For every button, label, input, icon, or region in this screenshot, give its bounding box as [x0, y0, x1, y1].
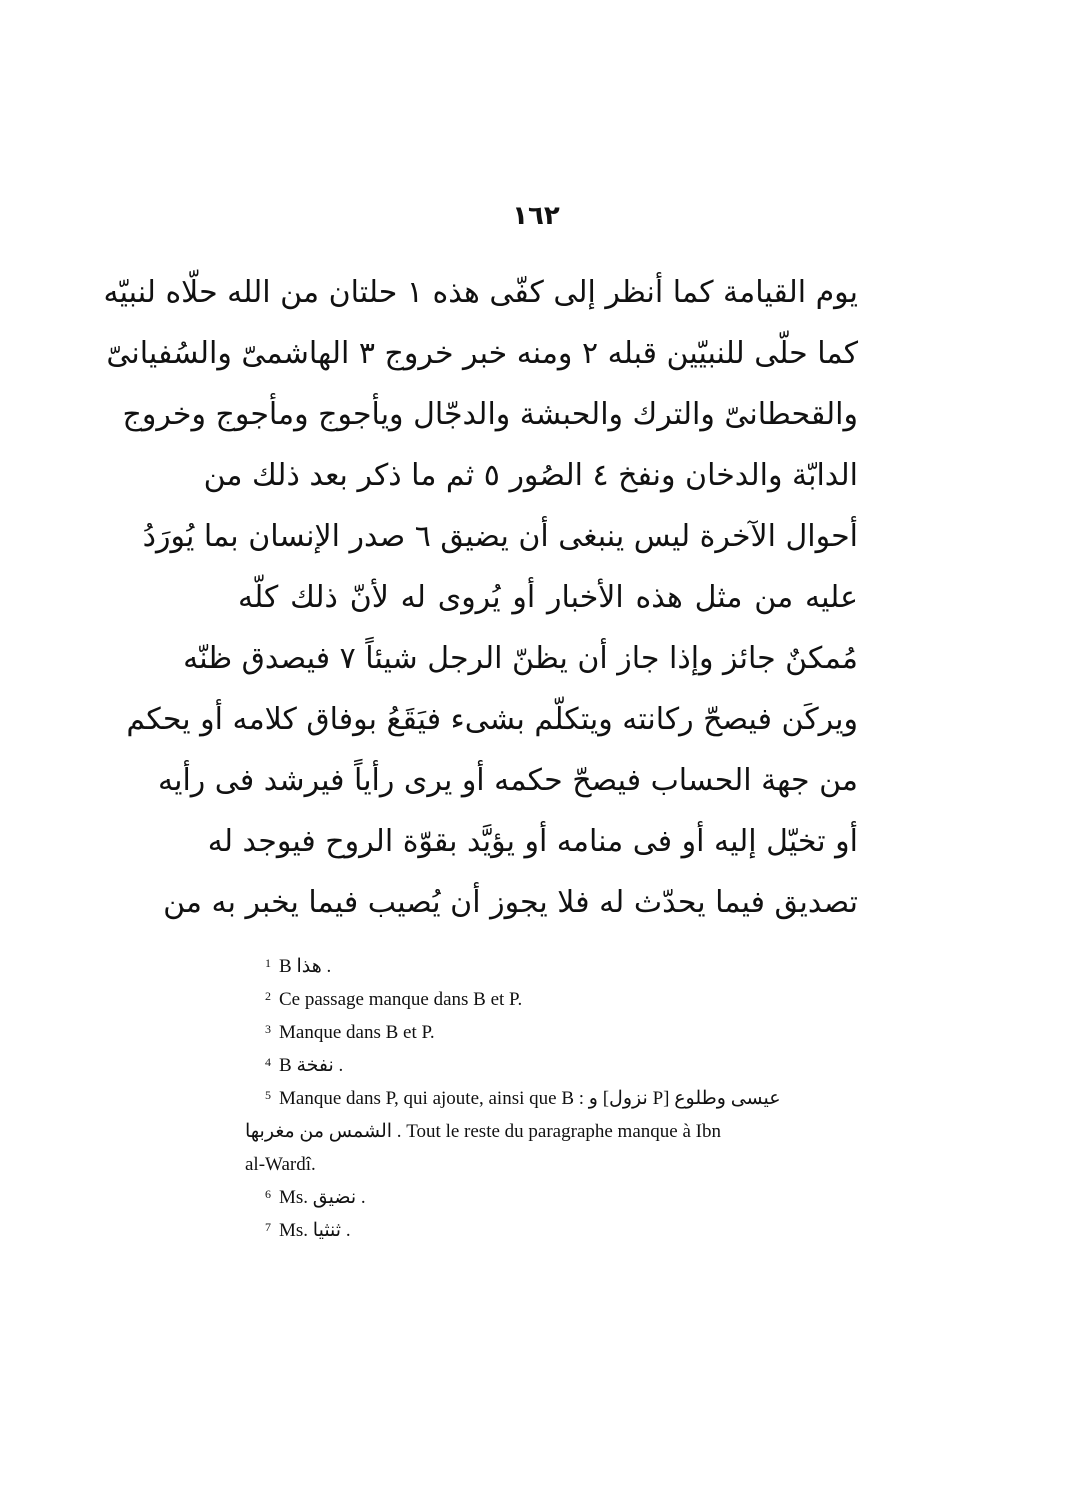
text-line-10: أو تخيّل إليه أو فى منامه أو يؤيَّد بقوّة الروح فيوجد له — [207, 824, 858, 859]
text-line-11: تصديق فيما يحدّث له فلا يجوز أن يُصيب فيما يخبر به من — [163, 885, 858, 920]
footnote-text: B نفخة . — [279, 1055, 344, 1076]
footnote-text: Ms. ثنثيا . — [279, 1220, 351, 1241]
text-line-3: والقحطانىّ والترك والحبشة والدجّال ويأجوج ومأجوج وخروج — [122, 397, 858, 432]
footnote-text: al-Wardî. — [245, 1154, 316, 1175]
text-line-9: من جهة الحساب فيصحّ حكمه أو يرى رأياً فيرشد فى رأيه — [158, 763, 858, 798]
footnote-marker: 5 — [265, 1088, 271, 1102]
footnote-5-continuation — [245, 1148, 860, 1181]
footnote-2 — [245, 983, 860, 1016]
footnote-marker: 3 — [265, 1022, 271, 1036]
page-number: ١٦٢ — [512, 201, 560, 231]
footnote-4 — [245, 1049, 860, 1082]
footnote-6 — [245, 1181, 860, 1214]
footnote-marker: 2 — [265, 989, 271, 1003]
text-line-1: يوم القيامة كما أنظر إلى كفّى هذه ١ حلتان من الله حلّاه لنبيّه — [103, 275, 858, 310]
footnote-text: Ms. نضيق . — [279, 1187, 366, 1208]
footnote-text: Manque dans B et P. — [279, 1022, 435, 1043]
footnote-5 — [245, 1082, 860, 1115]
footnote-marker: 4 — [265, 1055, 271, 1069]
footnote-3 — [245, 1016, 860, 1049]
footnote-marker: 1 — [265, 956, 271, 970]
footnote-marker: 7 — [265, 1220, 271, 1234]
footnote-1 — [245, 950, 860, 983]
text-line-8: ويركَن فيصحّ ركانته ويتكلّم بشىء فيَقَعُ بوفاق كلامه أو يحكم — [126, 702, 858, 737]
text-line-5: أحوال الآخرة ليس ينبغى أن يضيق ٦ صدر الإنسان بما يُورَدُ — [142, 519, 858, 554]
text-line-4: الدابّة والدخان ونفخ ٤ الصُور ٥ ثم ما ذكر بعد ذلك من — [203, 458, 858, 493]
footnote-text: الشمس من مغربها . Tout le reste du paragraphe manque à Ibn — [245, 1121, 721, 1142]
footnote-marker: 6 — [265, 1187, 271, 1201]
footnotes — [245, 950, 860, 1247]
text-line-2: كما حلّى للنبيّين قبله ٢ ومنه خبر خروج ٣ الهاشمىّ والسُفيانىّ — [106, 336, 858, 371]
footnote-text: Manque dans P, qui ajoute, ainsi que B : و [نزول P] عيسى وطلوع — [279, 1088, 781, 1109]
footnote-7 — [245, 1214, 860, 1247]
footnote-text: B هذا . — [279, 956, 332, 977]
arabic-body-text — [103, 262, 858, 933]
text-line-7: مُمكنٌ جائز وإذا جاز أن يظنّ الرجل شيئاً ٧ فيصدق ظنّه — [183, 641, 858, 676]
text-line-6: عليه من مثل هذه الأخبار أو يُروى له لأنّ ذلك كلّه — [238, 580, 858, 615]
footnote-5-continuation — [245, 1115, 860, 1148]
footnote-text: Ce passage manque dans B et P. — [279, 989, 523, 1010]
